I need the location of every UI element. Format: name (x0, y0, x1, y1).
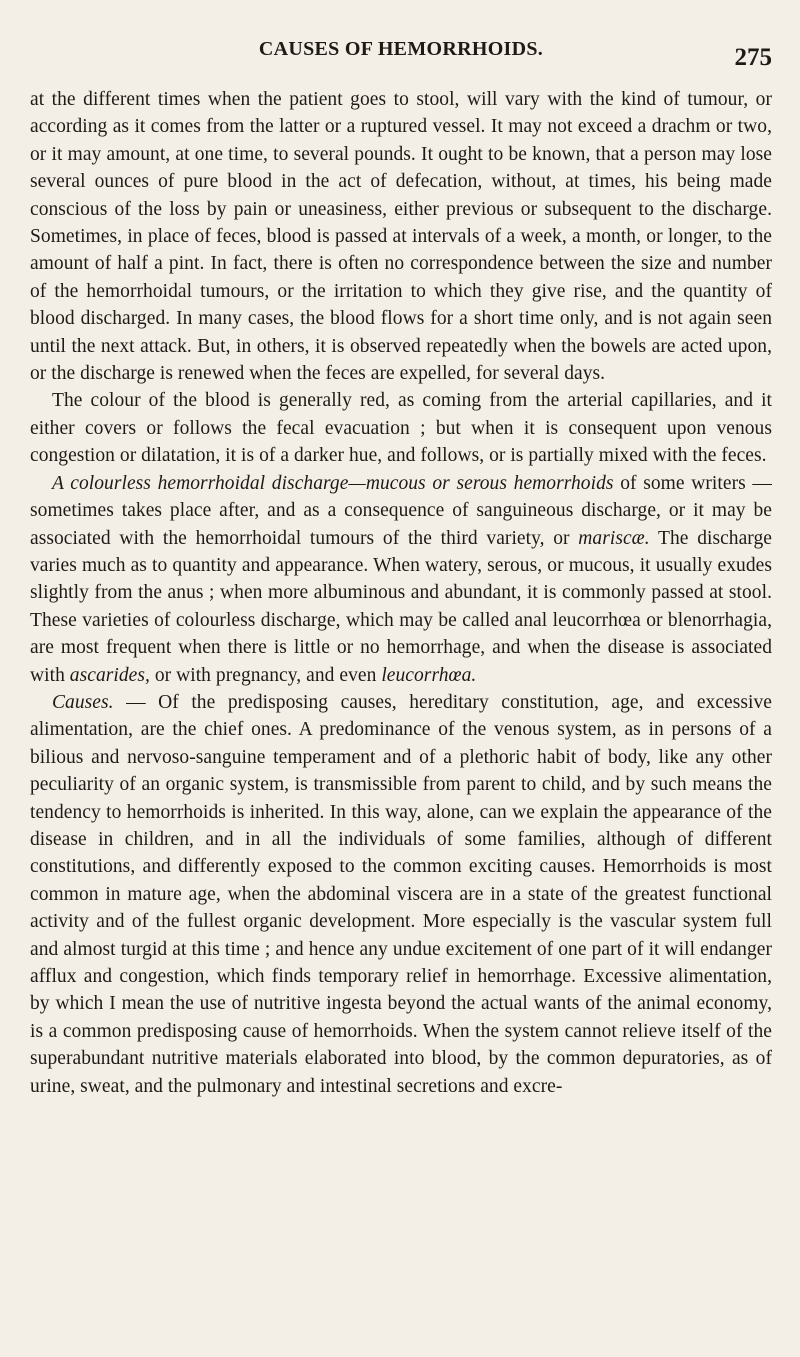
page-header (30, 28, 772, 71)
paragraph-causes (30, 689, 772, 1100)
paragraph-colourless-discharge (30, 470, 772, 689)
body-text (30, 86, 772, 1100)
italic-term-leucorrhoea: leucorrhœa. (381, 664, 477, 686)
italic-term-mariscae: mariscæ. (578, 527, 650, 549)
paragraph-blood-quantity: at the different times when the patient goes to stool, will vary with the kind of tumour, or according as it comes from the latter or a ruptured vessel. It may not exceed a drachm or two, or it may amount, at one time, to several pounds. It ought to be known, that a person may lose several ounces of pure blood in the act of defecation, without, at times, his being made conscious of the loss by pain or uneasiness, either previous or subsequent to the discharge. Sometimes, in place of feces, blood is passed at intervals of a week, a month, or longer, to the amount of half a pint. In fact, there is often no correspondence between the size and number of the hemorrhoidal tumours, or the irritation to which they give rise, and the quantity of blood discharged. In many cases, the blood flows for a short time only, and is not again seen until the next attack. But, in others, it is observed repeatedly when the bowels are acted upon, or the discharge is renewed when the feces are expelled, for several days. (30, 89, 772, 385)
text-segment: — Of the predisposing causes, hereditary constitution, age, and excessive alimentation, are the chief ones. A predominance of the venous system, as in persons of a bilious and nervoso-sanguine temperament and of a plethoric habit of body, like any other peculiarity of an organic system, is transmissible from parent to child, and by such means the tendency to hemorrhoids is inherited. In this way, alone, can we explain the appearance of the disease in children, and in all the individuals of some families, although of different constitutions, and differently exposed to the common exciting causes. Hemorrhoids is most common in mature age, when the abdominal viscera are in a state of the greatest functional activity and of the fullest organic development. More especially is the vascular system full and almost turgid at this time ; and hence any undue excitement of one part of it will endanger afflux and congestion, which finds temporary relief in hemorrhage. Excessive alimentation, by which I mean the use of nutritive ingesta beyond the actual wants of the animal economy, is a common predisposing cause of hemorrhoids. When the system cannot relieve itself of the superabundant nutritive materials elaborated into blood, by the common depuratories, as of urine, sweat, and the pulmonary and intestinal secretions and excre- (30, 691, 772, 1097)
italic-term-ascarides: ascarides, (69, 664, 150, 686)
text-segment: The discharge varies much as to quantity and appearance. When watery, serous, or mucous, it usually exudes slightly from the anus ; when more albuminous and abundant, it is commonly passed at stool. These varieties of colourless discharge, which may be called anal leucorrhœa or blenorrhagia, are most frequent when there is little or no hemorrhage, and when the disease is associated with (30, 527, 773, 686)
text-segment: of some writers — sometimes takes place after, and as a consequence of sanguineous discharge, or it may be associated with the hemorrhoidal tumours of the third variety, or (30, 472, 772, 549)
page-number: 275 (734, 44, 772, 71)
text-segment: or with pregnancy, and even (149, 664, 382, 686)
running-head: CAUSES OF HEMORRHOIDS. (258, 38, 544, 60)
italic-heading-causes: Causes. (52, 691, 114, 713)
paragraph-blood-colour: The colour of the blood is generally red, as coming from the arterial capillaries, and it either covers or follows the fecal evacuation ; but when it is consequent upon venous congestion or dilatation, it is of a darker hue, and follows, or is partially mixed with the feces. (30, 390, 772, 467)
italic-heading-colourless-discharge: A colourless hemorrhoidal discharge—mucous or serous hemorrhoids (52, 472, 614, 494)
